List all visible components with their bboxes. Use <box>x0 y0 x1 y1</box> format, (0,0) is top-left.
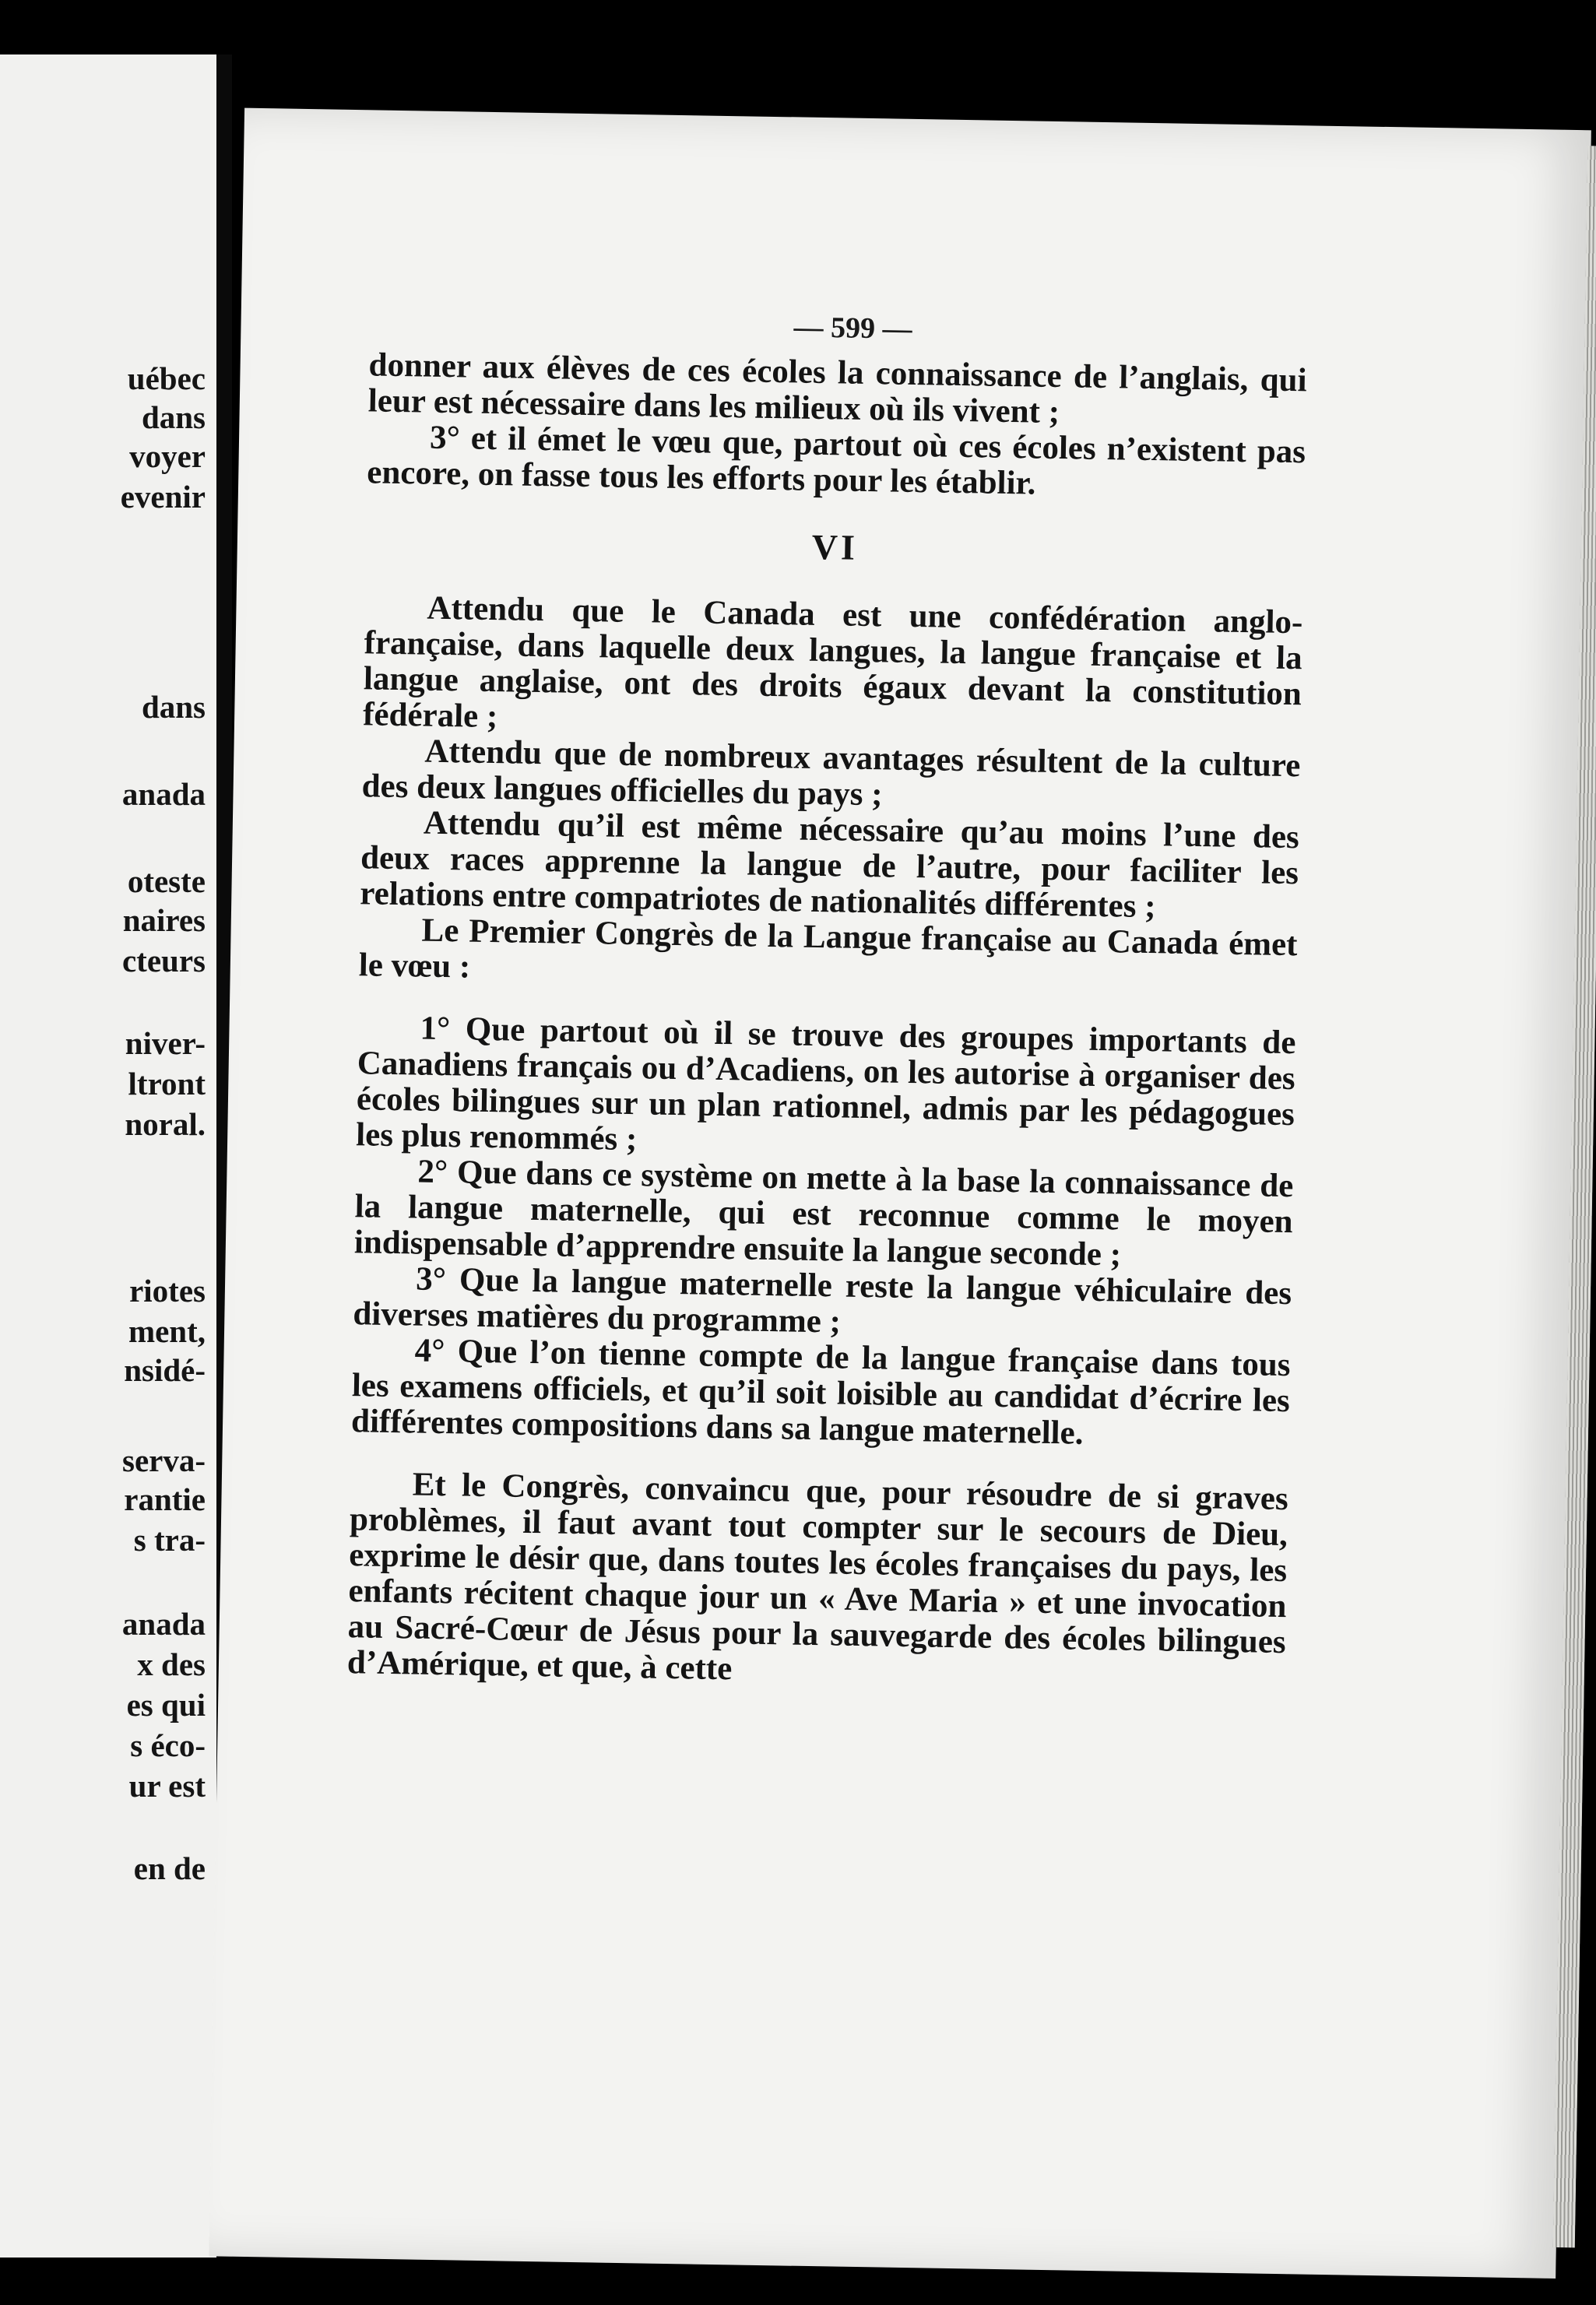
left-page-text-fragment: uébec <box>127 360 206 396</box>
paragraph: 2° Que dans ce système on mette à la base la connaissance de la langue maternelle, qui est reconnue comme le moyen indispensable d’apprendre ensuite la langue seconde ; <box>353 1153 1294 1274</box>
left-page-text-fragment: ur est <box>128 1768 206 1804</box>
left-page-text-fragment: ment, <box>128 1313 206 1349</box>
paragraph: 3° et il émet le vœu que, partout où ces écoles n’existent pas encore, on fasse tous les efforts pour les établir. <box>366 419 1306 502</box>
left-page-text-fragment: es qui <box>126 1687 206 1723</box>
paragraph: donner aux élèves de ces écoles la connaissance de l’anglais, qui leur est nécessaire dans les milieux où ils vivent ; <box>367 346 1307 431</box>
left-page-text-fragment: naires <box>122 902 206 938</box>
left-page-text-fragment: anada <box>121 776 206 812</box>
page-number: — 599 — <box>793 311 912 346</box>
left-page-text-fragment: dans <box>141 689 206 725</box>
left-page-text-fragment: rantie <box>124 1481 206 1517</box>
page-edge <box>1553 146 1596 2247</box>
right-page <box>209 108 1591 2279</box>
left-page-text-fragment: oteste <box>127 863 206 899</box>
left-page-text-fragment: ltront <box>128 1066 206 1102</box>
left-page-text-fragment: serva- <box>121 1442 206 1478</box>
left-page-text-fragment: noral. <box>125 1106 206 1142</box>
left-page-text-fragment: en de <box>133 1850 206 1886</box>
paragraph: 3° Que la langue maternelle reste la langue véhiculaire des diverses matières du programme ; <box>353 1260 1292 1340</box>
left-page-text-fragment: s tra- <box>133 1522 206 1558</box>
left-page-text-fragment: cteurs <box>121 943 206 979</box>
paragraph: Attendu que de nombreux avantages résultent de la culture des deux langues officielles du pays ; <box>361 733 1301 813</box>
left-page-text-fragment: riotes <box>129 1273 206 1309</box>
left-page-text-fragment: evenir <box>120 479 206 515</box>
left-page <box>0 54 216 2258</box>
paragraph: Le Premier Congrès de la Langue française au Canada émet le vœu : <box>358 912 1298 986</box>
left-page-text-fragment: niver- <box>125 1025 206 1061</box>
left-page-text-fragment: dans <box>141 399 206 435</box>
body-text <box>347 347 1307 1696</box>
left-page-text-fragment: x des <box>137 1646 206 1682</box>
paragraph: Et le Congrès, convaincu que, pour résoudre de si graves problèmes, il faut avant tout compter sur le secours de Dieu, exprime le désir que, dans toutes les écoles françaises du pays, les enfants récitent chaque jour un « Ave Maria » et une invocation au Sacré-Cœur de Jésus pour la sauvegarde des écoles bilingues d’Amérique, et que, à cette <box>346 1466 1289 1688</box>
paragraph: 4° Que l’on tienne compte de la langue française dans tous les examens officiels, et qu’il soit loisible au candidat d’écrire les différentes compositions dans sa langue maternelle. <box>350 1332 1291 1452</box>
section-heading: VI <box>811 526 859 567</box>
paragraph: Attendu que le Canada est une confédération anglo-française, dans laquelle deux langues, la langue française et la langue anglaise, ont des droits égaux devant la constitution fédérale ; <box>362 589 1303 736</box>
left-page-text-fragment: s éco- <box>130 1727 206 1763</box>
paragraph: Attendu qu’il est même nécessaire qu’au moins l’une des deux races apprenne la langue de l’autre, pour faciliter les relations entre compatriotes de nationalités différentes ; <box>360 804 1300 926</box>
paragraph: 1° Que partout où il se trouve des groupes importants de Canadiens français ou d’Acadiens, on les autorise à organiser des écoles bilingues sur un plan rationnel, admis par les pédagogues les plus renommés ; <box>355 1010 1296 1158</box>
left-page-text-fragment: voyer <box>129 438 206 474</box>
left-page-text-fragment: nsidé- <box>124 1352 206 1388</box>
left-page-text-fragment: anada <box>121 1606 206 1642</box>
